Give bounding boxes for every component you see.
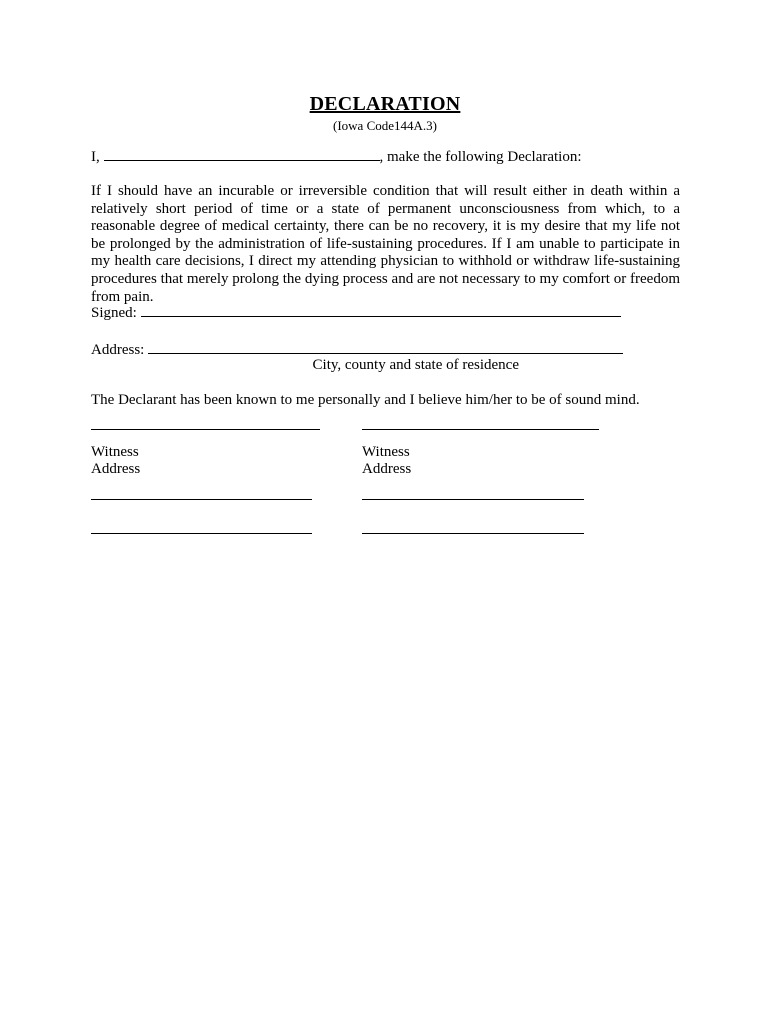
witness-1-signature-line[interactable] [91, 428, 320, 430]
statute-citation: (Iowa Code144A.3) [333, 118, 437, 133]
signed-label: Signed: [91, 305, 137, 321]
witness-1-address-line-2[interactable] [91, 532, 312, 534]
witness-1-label: Witness [91, 444, 139, 460]
signed-line [91, 304, 621, 322]
declarant-intro-line [91, 148, 582, 166]
witness-2-address-line-2[interactable] [362, 532, 584, 534]
signature-blank[interactable] [141, 304, 621, 317]
intro-prefix: I, [91, 149, 100, 165]
witness-2-address-line-1[interactable] [362, 498, 584, 500]
address-label: Address: [91, 342, 145, 358]
witness-2-signature-line[interactable] [362, 428, 599, 430]
declarant-name-blank[interactable] [104, 148, 380, 161]
witness-1-address-line-1[interactable] [91, 498, 312, 500]
declarant-statement: The Declarant has been known to me personally and I believe him/her to be of sound mind. [91, 392, 640, 408]
witness-1-address-label: Address [91, 461, 141, 477]
witness-2-address-label: Address [362, 461, 412, 477]
document-title: DECLARATION [309, 93, 461, 115]
declaration-body-paragraph: If I should have an incurable or irreversible condition that will result either in death within a relatively short period of time or a state of permanent unconsciousness from which, to a reasonable degree of medical certainty, there can be no recovery, it is my desire that my life not be prolonged by the administration of life-sustaining procedures. If I am unable to participate in my health care decisions, I direct my attending physician to withhold or withdraw life-sustaining procedures that merely prolong the dying process and are not necessary to my comfort or freedom from pain. [91, 183, 680, 305]
address-blank[interactable] [148, 341, 623, 354]
intro-suffix: , make the following Declaration: [379, 149, 582, 165]
witness-2-label: Witness [362, 444, 410, 460]
residence-caption: City, county and state of residence [312, 357, 519, 373]
